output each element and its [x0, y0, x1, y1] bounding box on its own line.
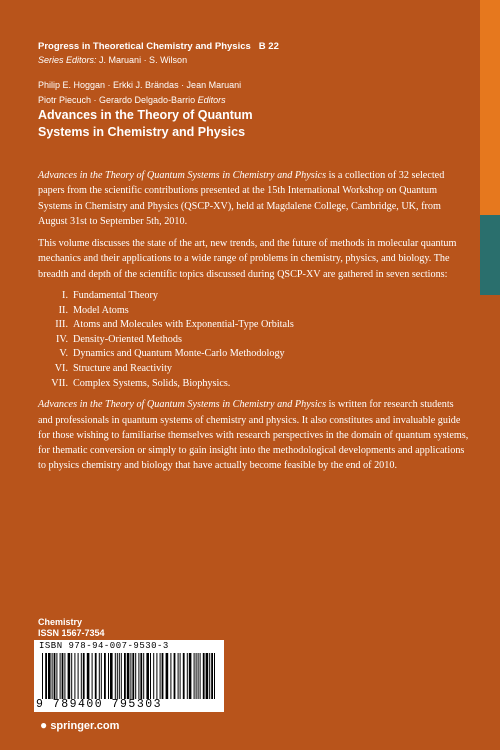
barcode-bar [198, 653, 199, 699]
subject-block [38, 617, 105, 639]
book-editors-label: Editors [197, 95, 226, 105]
barcode-bar [156, 653, 157, 699]
barcode-bar [140, 653, 142, 699]
publisher-url-text: springer.com [50, 720, 120, 732]
section-number: IV. [56, 333, 68, 345]
barcode-bar [83, 653, 85, 699]
barcode-bar [211, 653, 213, 699]
book-editors-line-1: Philip E. Hoggan · Erkki J. Brändas · Jean Maruani [38, 80, 242, 90]
barcode-bar [68, 653, 71, 699]
section-number: V. [59, 348, 68, 360]
barcode-bar [153, 653, 154, 699]
barcode-bar [60, 653, 61, 699]
barcode-bar [108, 653, 109, 699]
barcode-bar [56, 653, 57, 699]
section-label: Structure and Reactivity [73, 363, 173, 375]
barcode-bar [54, 653, 56, 699]
barcode-bar [115, 653, 116, 699]
blurb-text: is written for research students and professionals in quantum systems of chemistry and physics. It also constitutes and invaluable guide for those wishing to familiarise themselves with research perspectives in the domain of quantum systems, for thematic conversion or simply to gain insight into the methodological developments and applications to physics chemistry and biology that have actually become feasible by the end of 2010. [38, 399, 469, 472]
barcode-bar [162, 653, 164, 699]
barcode-bar [183, 653, 185, 699]
blurb [38, 168, 470, 474]
barcode-bar [117, 653, 118, 699]
barcode-bar [138, 653, 139, 699]
sections-list [38, 289, 470, 391]
section-number: I. [62, 290, 68, 302]
barcode-bar [48, 653, 51, 699]
barcode-bar [99, 653, 100, 699]
book-title-line-2: Systems in Chemistry and Physics [38, 124, 246, 139]
publisher-url[interactable] [40, 718, 119, 732]
barcode-bar [104, 653, 106, 699]
section-label: Density-Oriented Methods [73, 333, 182, 345]
barcode-bar [62, 653, 64, 699]
barcode-bar [42, 653, 43, 699]
section-label: Model Atoms [73, 304, 129, 316]
barcode-bar [170, 653, 171, 699]
section-item [38, 362, 470, 377]
barcode-bar [81, 653, 82, 699]
barcode-bar [121, 653, 122, 699]
blurb-title-italic: Advances in the Theory of Quantum Systems in Chemistry and Physics [38, 399, 327, 411]
section-item [38, 347, 470, 362]
blurb-title-italic: Advances in the Theory of Quantum Systems in Chemistry and Physics [38, 170, 327, 181]
barcode-bar [124, 653, 126, 699]
series-name: Progress in Theoretical Chemistry and Physics [38, 41, 251, 52]
barcode-bar [166, 653, 169, 699]
barcode-bar [174, 653, 176, 699]
isbn-text: ISBN 978-94-007-9530-3 [39, 641, 169, 651]
subject-label: Chemistry [38, 617, 83, 627]
barcode-bar [214, 653, 215, 699]
book-editors [38, 78, 241, 108]
barcode-bar [150, 653, 151, 699]
barcode-bar [78, 653, 79, 699]
barcode-bar [92, 653, 93, 699]
blurb-text: is a collection of 32 selected papers from the scientific contributions presented at the 15th International Workshop on Quantum Systems in Chemistry and Physics (QSCP-XV), held at Magdalene College, Cambridge, UK, from August 31st to September 5th, 2010. [38, 170, 445, 227]
section-number: VII. [51, 377, 68, 389]
section-label: Fundamental Theory [73, 290, 158, 302]
barcode-bar [206, 653, 209, 699]
barcode-bar [180, 653, 181, 699]
barcode-bar [71, 653, 72, 699]
series-volume: B 22 [258, 41, 279, 52]
barcode-bar [200, 653, 201, 699]
barcode-bar [194, 653, 195, 699]
barcode-bar [74, 653, 75, 699]
book-title-line-1: Advances in the Theory of Quantum [38, 108, 253, 122]
section-item [38, 304, 470, 319]
blurb-paragraph-3 [38, 397, 470, 473]
barcode-bar [160, 653, 161, 699]
barcode-bar [143, 653, 144, 699]
section-number: II. [58, 304, 68, 316]
barcode-bar [130, 653, 131, 699]
issn: ISSN 1567-7354 [38, 628, 105, 638]
barcode-bar [45, 653, 47, 699]
barcode-bar [135, 653, 136, 699]
barcode-bar [127, 653, 130, 699]
barcode-bar [203, 653, 205, 699]
side-color-bar-orange [480, 0, 500, 215]
barcode-bar [64, 653, 65, 699]
barcode-digits: 9 789400 795303 [36, 698, 163, 711]
section-number: III. [55, 319, 68, 331]
section-item [38, 289, 470, 304]
section-label: Dynamics and Quantum Monte-Carlo Methodology [73, 348, 285, 360]
barcode-bar [101, 653, 102, 699]
series-editors-names: J. Maruani · S. Wilson [99, 55, 188, 65]
barcode-bar [178, 653, 179, 699]
barcode-bar [146, 653, 149, 699]
barcode-bar [132, 653, 134, 699]
springer-dot-icon: ● [40, 718, 48, 732]
barcode-bar [52, 653, 53, 699]
series-editors [38, 55, 187, 65]
side-color-bar-teal [480, 215, 500, 295]
barcode-bar [196, 653, 197, 699]
barcode-bar [119, 653, 120, 699]
barcode-bar [209, 653, 210, 699]
section-item [38, 318, 470, 333]
section-label: Complex Systems, Solids, Biophysics. [73, 377, 231, 389]
series-editors-label: Series Editors: [38, 55, 97, 65]
blurb-paragraph-1 [38, 168, 470, 229]
barcode-bars [42, 653, 217, 699]
blurb-paragraph-2: This volume discusses the state of the art, new trends, and the future of methods in molecular quantum mechanics and their applications to a wide range of problems in chemistry, physics, and biology. The breadth and depth of the scientific topics discussed during QSCP-XV are gathered in seven sections: [38, 238, 457, 280]
section-item [38, 377, 470, 392]
barcode-bar [87, 653, 90, 699]
book-title [38, 107, 318, 140]
series-header [38, 41, 279, 52]
section-item [38, 333, 470, 348]
barcode-bar [187, 653, 188, 699]
barcode-bar [189, 653, 192, 699]
section-label: Atoms and Molecules with Exponential-Type Orbitals [73, 319, 294, 331]
section-number: VI. [54, 363, 68, 375]
barcode-bar [95, 653, 97, 699]
book-editors-line-2: Piotr Piecuch · Gerardo Delgado-Barrio [38, 95, 196, 105]
isbn-barcode [34, 640, 224, 712]
barcode-bar [110, 653, 113, 699]
